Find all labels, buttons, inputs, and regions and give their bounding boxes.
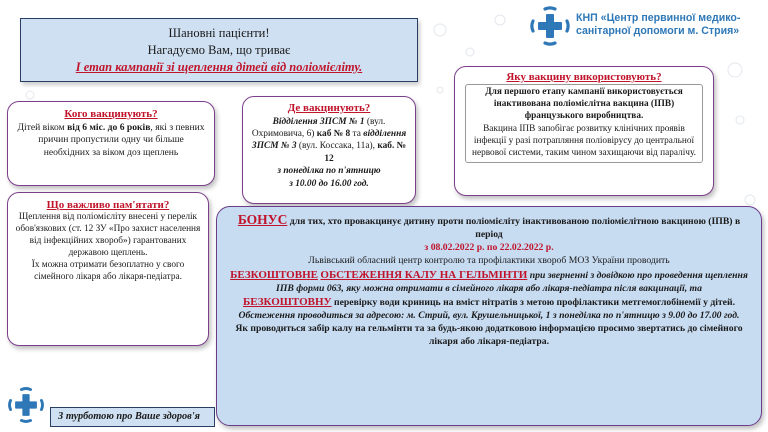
bonus-panel — [216, 206, 762, 426]
footer-text: З турботою про Ваше здоров'я — [58, 411, 200, 422]
organization-name: КНП «Центр первинної медико- санітарної допомоги м. Стрия» — [576, 12, 741, 37]
bonus-intro: БОНУС для тих, хто провакцинує дитину проти поліомієліту інактивованою поліомієлітною вакциною (ІПВ) в період — [237, 212, 741, 240]
vaccine-type-panel — [454, 66, 714, 196]
where-vaccinated-panel — [242, 96, 416, 204]
bonus-period: з 08.02.2022 р. по 22.02.2022 р. — [424, 241, 554, 253]
remember-text-1: Щеплення від поліомієліту внесені у перелік обов'язкових (ст. 12 ЗУ «Про захист населення від інфекційних хвороб») гарантованих державою щеплень. — [15, 212, 201, 258]
remember-title: Що важливо пам'ятати? — [46, 199, 170, 211]
campaign-title: І етап кампанії зі щеплення дітей від поліомієліту. — [75, 59, 363, 74]
where-hours: з понеділка по п'ятницю з 10.00 до 16.00 год. — [277, 166, 381, 189]
bonus-water: БЕЗКОШТОВНУ перевірку води криниць на вміст нітратів з метою профілактики метгемоглобінемії у дітей. — [243, 296, 735, 309]
vaccine-title: Яку вакцину використовують? — [506, 71, 662, 83]
footer-banner — [50, 407, 215, 427]
bonus-info: Як проводиться забір калу на гельмінти та за будь-якою додатковою інформацією просимо звертатись до сімейного лікаря або лікаря-педіатра. — [235, 323, 743, 348]
where-title: Де вакцинують? — [287, 102, 371, 114]
organization-logo — [528, 4, 764, 48]
bonus-exam: БЕЗКОШТОВНЕ ОБСТЕЖЕННЯ КАЛУ НА ГЕЛЬМІНТИ при зверненні з довідкою про проведення щеплення ІПВ форми 063, яку можна отримати в сімейного лікаря або лікаря-педіатра після вакцинації, та — [230, 268, 748, 294]
who-title: Кого вакцинують? — [64, 108, 158, 120]
remember-panel — [7, 192, 209, 346]
medical-cross-icon — [6, 384, 46, 426]
header-panel — [20, 18, 418, 82]
who-vaccinated-panel — [7, 101, 215, 186]
reminder-text: Нагадуємо Вам, що триває — [147, 42, 291, 57]
greeting: Шановні пацієнти! — [168, 26, 270, 40]
bonus-center: Львівський обласний центр контролю та профілактики хвороб МОЗ України проводить — [308, 254, 670, 266]
who-text: Дітей віком від 6 міс. до 6 років, які з певних причин пропустили одну чи більше необхідних за віком доз щеплень — [17, 121, 205, 158]
vaccine-text-1: Для першого етапу кампанії використовується інактивована поліомієлітна вакцина (ІПВ) французького виробництва. — [485, 87, 683, 122]
vaccine-info — [465, 84, 703, 162]
remember-text-2: Їх можна отримати безоплатно у свого сімейного лікаря або лікаря-педіатра. — [31, 259, 185, 282]
vaccine-text-2: Вакцина ІПВ запобігає розвитку клінічних проявів інфекції у разі потрапляння поліовірусу до центральної нервової системи, таким чином захищаючи від паралічу. — [471, 123, 697, 158]
bonus-address: Обстеження проводиться за адресою: м. Стрий, вул. Крушельницької, 1 з понеділка по п'ятницю з 9.00 до 17.00 год. — [238, 310, 740, 322]
where-text: Відділення ЗПСМ № 1 (вул. Охримовича, 6) каб № 8 та відділення ЗПСМ № 3 (вул. Коссака, 11а), каб. № 12 — [251, 116, 407, 164]
medical-cross-logo-icon — [528, 4, 572, 48]
